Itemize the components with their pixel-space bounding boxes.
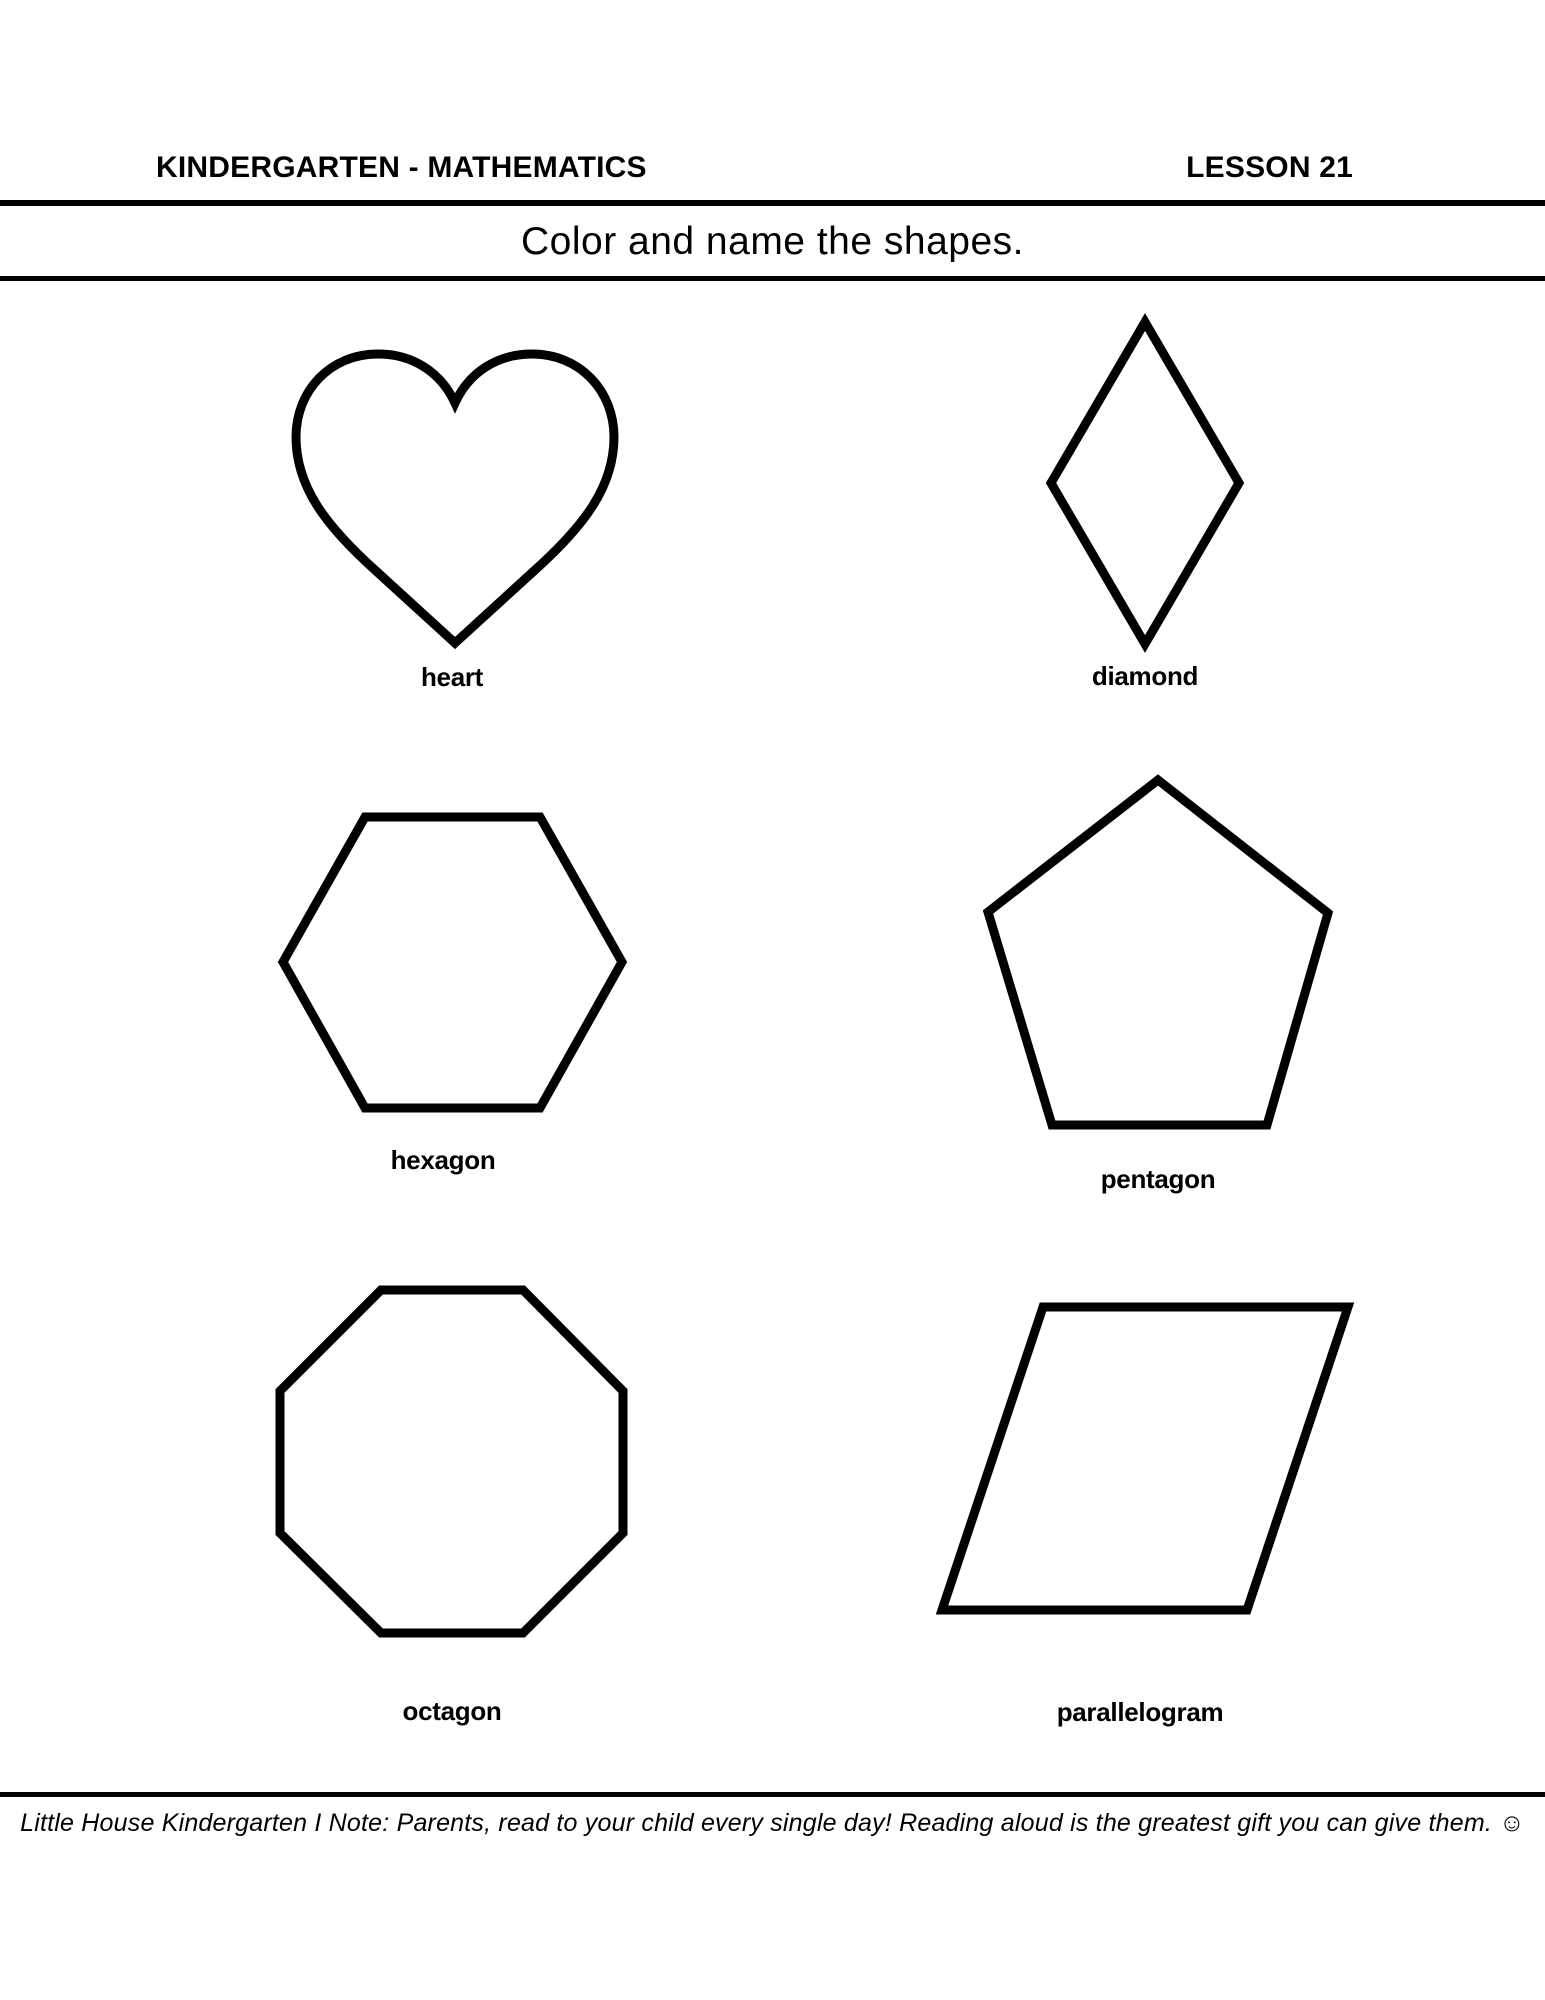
- hexagon-shape[interactable]: [283, 817, 622, 1108]
- header-course-title: KINDERGARTEN - MATHEMATICS: [156, 151, 647, 184]
- footer-divider-line: [0, 1792, 1545, 1797]
- header-lesson-number: LESSON 21: [1186, 151, 1353, 184]
- heart-label: heart: [420, 662, 484, 692]
- footer-note: Little House Kindergarten I Note: Parents, read to your child every single day! Reading aloud is the greatest gift you can give them. ☺: [20, 1809, 1525, 1837]
- parallelogram-label: parallelogram: [1056, 1697, 1224, 1727]
- hexagon-label: hexagon: [390, 1145, 496, 1175]
- diamond-label: diamond: [1091, 661, 1199, 691]
- parallelogram-shape[interactable]: [942, 1307, 1348, 1610]
- octagon-label: octagon: [402, 1696, 502, 1726]
- diamond-shape[interactable]: [1051, 322, 1239, 644]
- heart-shape[interactable]: [296, 354, 614, 643]
- instruction-text: Color and name the shapes.: [521, 220, 1024, 263]
- pentagon-shape[interactable]: [988, 780, 1328, 1125]
- pentagon-label: pentagon: [1100, 1164, 1216, 1194]
- octagon-shape[interactable]: [280, 1290, 623, 1633]
